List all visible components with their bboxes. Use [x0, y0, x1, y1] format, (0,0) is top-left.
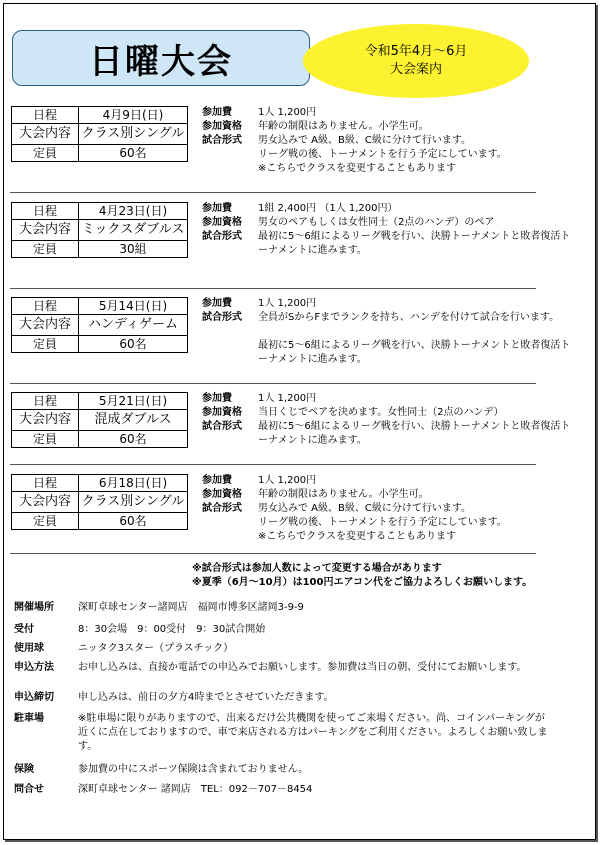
detail-value: 年齢の制限はありません。小学生可。: [258, 489, 429, 500]
page-title: [12, 30, 310, 86]
capacity-label: 定員: [12, 145, 79, 162]
event-table-2: [11, 202, 188, 258]
detail-row: [202, 162, 578, 176]
footer-label: 駐車場: [14, 713, 44, 724]
detail-value: 男女のペアもしくは女性同士（2点のハンデ）のペア: [258, 217, 495, 228]
event-date: 5月21日(日): [79, 393, 188, 410]
detail-value: 最初に5～6組によるリーグ戦を行い、決勝トーナメントと敗者復活トーナメントに進みます。: [258, 421, 571, 446]
footer-value: お申し込みは、直接か電話での申込みでお願いします。参加費は当日の朝、受付にてお願いします。: [78, 662, 527, 673]
content-label: 大会内容: [12, 220, 79, 241]
footer-label: 申込締切: [14, 692, 54, 703]
event-content: クラス別シングル: [79, 124, 188, 145]
detail-value: 当日くじでペアを決めます。女性同士（2点のハンデ）: [258, 407, 504, 418]
event-capacity: 60名: [79, 513, 188, 530]
detail-label: 試合形式: [202, 231, 242, 242]
detail-value: リーグ戦の後、トーナメントを行う予定にしています。: [258, 517, 507, 528]
detail-row: [202, 202, 578, 216]
footer-label: 使用球: [14, 643, 44, 654]
capacity-label: 定員: [12, 513, 79, 530]
footer-row: [14, 601, 548, 615]
detail-label: 試合形式: [202, 312, 242, 323]
detail-value: 年齢の制限はありません。小学生可。: [258, 121, 429, 132]
separator-line: [10, 553, 536, 554]
footer-row: [14, 661, 548, 675]
detail-label: [202, 339, 258, 367]
event-table-5: [11, 474, 188, 530]
detail-value: 最初に5～6組によるリーグ戦を行い、決勝トーナメントと敗者復活トーナメントに進みます。: [258, 231, 571, 256]
footer-value: ニッタク3スター（プラスチック）: [78, 643, 234, 654]
detail-row: [202, 230, 578, 258]
footer-row: [14, 642, 548, 656]
detail-label: 試合形式: [202, 421, 242, 432]
content-label: 大会内容: [12, 124, 79, 145]
capacity-label: 定員: [12, 241, 79, 258]
detail-row: [202, 516, 578, 530]
footer-value: 申し込みは、前日の夕方4時までとさせていただきます。: [78, 692, 334, 703]
detail-label: 参加資格: [202, 217, 242, 228]
detail-row: [202, 406, 578, 420]
content-label: 大会内容: [12, 315, 79, 336]
detail-row: [202, 311, 578, 325]
detail-value: 1人 1,200円: [258, 393, 317, 404]
detail-row: [202, 106, 578, 120]
event-capacity: 60名: [79, 431, 188, 448]
footer-row: [14, 763, 548, 777]
detail-row: [202, 530, 578, 544]
capacity-label: 定員: [12, 336, 79, 353]
footer-row: [14, 691, 548, 705]
detail-value: 最初に5～6組によるリーグ戦を行い、決勝トーナメントと敗者復活トーナメントに進みます。: [258, 340, 571, 365]
event-table-3: [11, 297, 188, 353]
detail-label: 参加資格: [202, 489, 242, 500]
detail-label: 参加費: [202, 475, 232, 486]
detail-value: 1人 1,200円: [258, 107, 317, 118]
detail-label: [202, 530, 258, 544]
detail-label: [202, 162, 258, 176]
content-label: 大会内容: [12, 492, 79, 513]
separator-line: [10, 464, 536, 465]
detail-label: 参加費: [202, 107, 232, 118]
separator-line: [10, 192, 536, 193]
detail-value: 男女込みで A級、B級、C級に分けて行います。: [258, 135, 472, 146]
detail-label: 参加費: [202, 203, 232, 214]
event-capacity: 30組: [79, 241, 188, 258]
date-label: 日程: [12, 298, 79, 315]
detail-label: 参加費: [202, 298, 232, 309]
note-1: ※試合形式は参加人数によって変更する場合があります: [192, 563, 442, 574]
content-label: 大会内容: [12, 410, 79, 431]
event-capacity: 60名: [79, 336, 188, 353]
detail-row: [202, 216, 578, 230]
footer-label: 受付: [14, 624, 34, 635]
footer-value: 8：30会場 9：00受付 9：30試合開始: [78, 624, 266, 635]
event-date: 6月18日(日): [79, 475, 188, 492]
detail-label: [202, 148, 258, 162]
footer-value: ※駐車場に限りがありますので、出来るだけ公共機関を使ってご来場ください。尚、コインパーキングが近くに点在しておりますので、車で来店される方はパーキングをご利用ください。よろしくお願い致します。: [78, 713, 548, 752]
detail-value: 男女込みで A級、B級、C級に分けて行います。: [258, 503, 472, 514]
detail-row: [202, 488, 578, 502]
footer-label: 問合せ: [14, 784, 44, 795]
note-2: ※夏季（6月～10月）は100円エアコン代をご協力よろしくお願いします。: [192, 577, 533, 588]
detail-value: 1組 2,400円 （1人 1,200円）: [258, 203, 398, 214]
footer-value: 深町卓球センター 諸岡店 TEL：092－707－8454: [78, 784, 313, 795]
detail-label: [202, 516, 258, 530]
event-table-4: [11, 392, 188, 448]
separator-line: [10, 383, 536, 384]
event-date: 4月23日(日): [79, 203, 188, 220]
detail-value: ※こちらでクラスを変更することもあります: [258, 163, 456, 174]
footer-value: 参加費の中にスポーツ保険は含まれておりません。: [78, 764, 309, 775]
detail-value: 1人 1,200円: [258, 298, 317, 309]
event-capacity: 60名: [79, 145, 188, 162]
detail-label: 参加資格: [202, 407, 242, 418]
detail-value: 1人 1,200円: [258, 475, 317, 486]
detail-row: [202, 297, 578, 311]
date-label: 日程: [12, 203, 79, 220]
detail-row: [202, 134, 578, 148]
period-line2: 大会案内: [389, 62, 442, 77]
detail-row: [202, 120, 578, 134]
notes: [192, 562, 532, 590]
detail-value: リーグ戦の後、トーナメントを行う予定にしています。: [258, 149, 507, 160]
detail-row: [202, 502, 578, 516]
footer-row: [14, 623, 548, 637]
date-label: 日程: [12, 475, 79, 492]
footer-label: 申込方法: [14, 662, 54, 673]
footer-label: 保険: [14, 764, 34, 775]
detail-row: [202, 339, 578, 367]
detail-label: 参加資格: [202, 121, 242, 132]
separator-line: [10, 288, 536, 289]
period-badge: [303, 24, 529, 98]
detail-value: ※こちらでクラスを変更することもあります: [258, 531, 456, 542]
detail-row: [202, 392, 578, 406]
date-label: 日程: [12, 393, 79, 410]
event-table-1: [11, 106, 188, 162]
capacity-label: 定員: [12, 431, 79, 448]
detail-label: 試合形式: [202, 503, 242, 514]
footer-row: [14, 783, 548, 797]
event-content: 混成ダブルス: [79, 410, 188, 431]
footer-value: 深町卓球センター諸岡店 福岡市博多区諸岡3-9-9: [78, 602, 304, 613]
event-content: クラス別シングル: [79, 492, 188, 513]
event-content: ミックスダブルス: [79, 220, 188, 241]
event-date: 4月9日(日): [79, 107, 188, 124]
detail-label: 試合形式: [202, 135, 242, 146]
detail-row: [202, 148, 578, 162]
page-title-text: 日曜大会: [89, 41, 233, 82]
date-label: 日程: [12, 107, 79, 124]
period-line1: 令和5年4月～6月: [364, 44, 468, 59]
event-content: ハンディゲーム: [79, 315, 188, 336]
footer-row: [14, 712, 548, 754]
detail-row: [202, 420, 578, 448]
detail-row: [202, 474, 578, 488]
footer-label: 開催場所: [14, 602, 54, 613]
detail-label: 参加費: [202, 393, 232, 404]
event-date: 5月14日(日): [79, 298, 188, 315]
detail-value: 全員がSからFまでランクを持ち、ハンデを付けて試合を行います。: [258, 312, 560, 323]
